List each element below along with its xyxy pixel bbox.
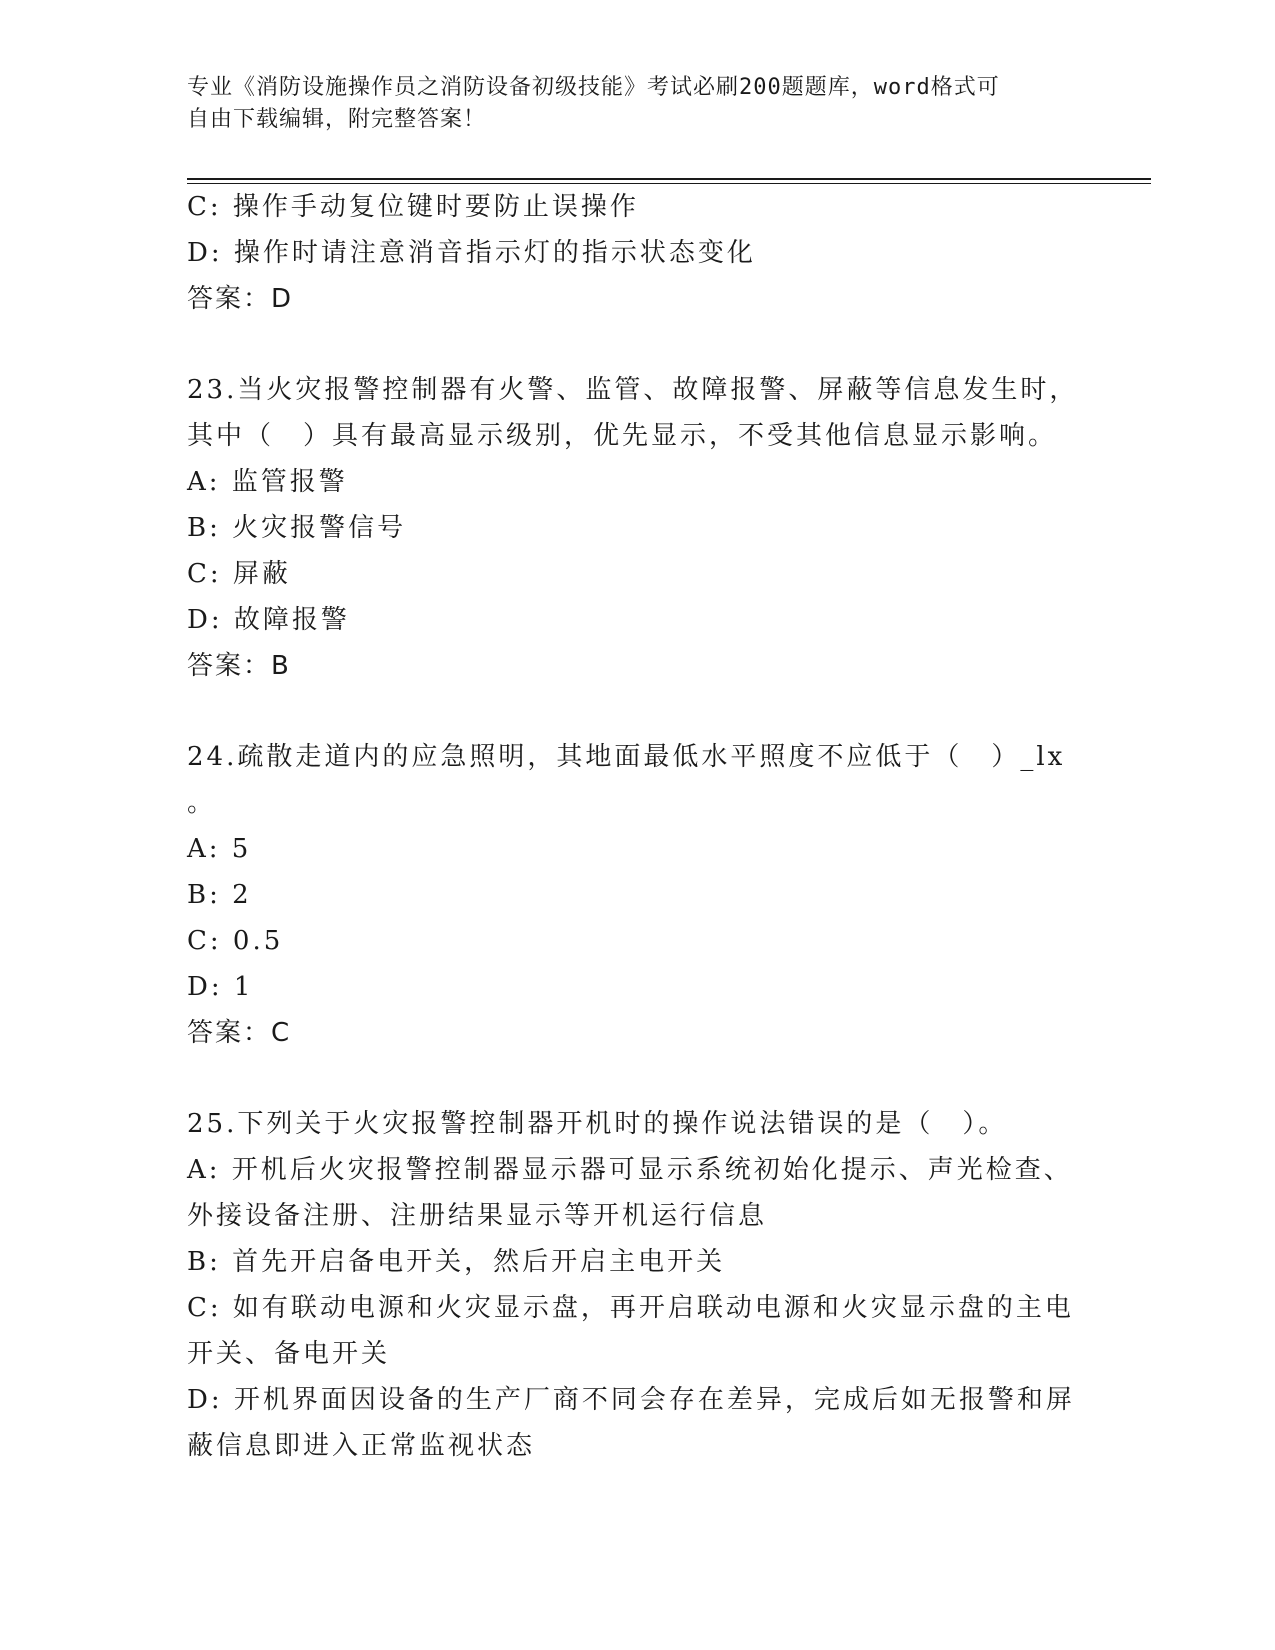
- question-stem-continued: 。: [187, 788, 217, 818]
- header-divider-thick: [187, 178, 1151, 180]
- answer: 答案：C: [187, 1018, 292, 1048]
- option-d: D: 1: [187, 972, 254, 1002]
- question-stem: 25.下列关于火灾报警控制器开机时的操作说法错误的是（ ）。: [187, 1109, 1008, 1139]
- option-d: D: 操作时请注意消音指示灯的指示状态变化: [187, 238, 756, 268]
- option-a: A: 5: [187, 834, 252, 864]
- spacer: [187, 689, 1087, 734]
- answer: 答案：D: [187, 284, 294, 314]
- spacer: [187, 1056, 1087, 1101]
- spacer: [187, 322, 1087, 367]
- question-list: [187, 184, 1087, 1469]
- option-b: B: 2: [187, 880, 252, 910]
- option-a-continued: 外接设备注册、注册结果显示等开机运行信息: [187, 1201, 768, 1231]
- option-a: A: 开机后火灾报警控制器显示器可显示系统初始化提示、声光检查、: [187, 1155, 1073, 1185]
- question-stem: 24.疏散走道内的应急照明，其地面最低水平照度不应低于（ ）_lx: [187, 742, 1066, 772]
- question-22: [187, 184, 1087, 322]
- option-c: C: 屏蔽: [187, 559, 291, 589]
- option-d: D: 故障报警: [187, 605, 350, 635]
- option-d-continued: 蔽信息即进入正常监视状态: [187, 1431, 536, 1461]
- option-c: C: 0.5: [187, 926, 284, 956]
- header-line-2: 自由下载编辑，附完整答案！: [187, 107, 487, 132]
- option-c-continued: 开关、备电开关: [187, 1339, 391, 1369]
- document-header: [187, 72, 1067, 136]
- option-b: B: 火灾报警信号: [187, 513, 407, 543]
- option-b: B: 首先开启备电开关，然后开启主电开关: [187, 1247, 726, 1277]
- option-a: A: 监管报警: [187, 467, 348, 497]
- option-d: D: 开机界面因设备的生产厂商不同会存在差异，完成后如无报警和屏: [187, 1385, 1075, 1415]
- question-stem: 23.当火灾报警控制器有火警、监管、故障报警、屏蔽等信息发生时，: [187, 375, 1079, 405]
- question-23: [187, 367, 1087, 689]
- option-c: C: 如有联动电源和火灾显示盘，再开启联动电源和火灾显示盘的主电: [187, 1293, 1074, 1323]
- question-25: [187, 1101, 1087, 1469]
- header-line-1: 专业《消防设施操作员之消防设备初级技能》考试必刷200题题库，word格式可: [187, 75, 1000, 100]
- question-24: [187, 734, 1087, 1056]
- question-stem-continued: 其中（ ）具有最高显示级别，优先显示，不受其他信息显示影响。: [187, 421, 1058, 451]
- answer: 答案：B: [187, 651, 291, 681]
- option-c: C: 操作手动复位键时要防止误操作: [187, 192, 639, 222]
